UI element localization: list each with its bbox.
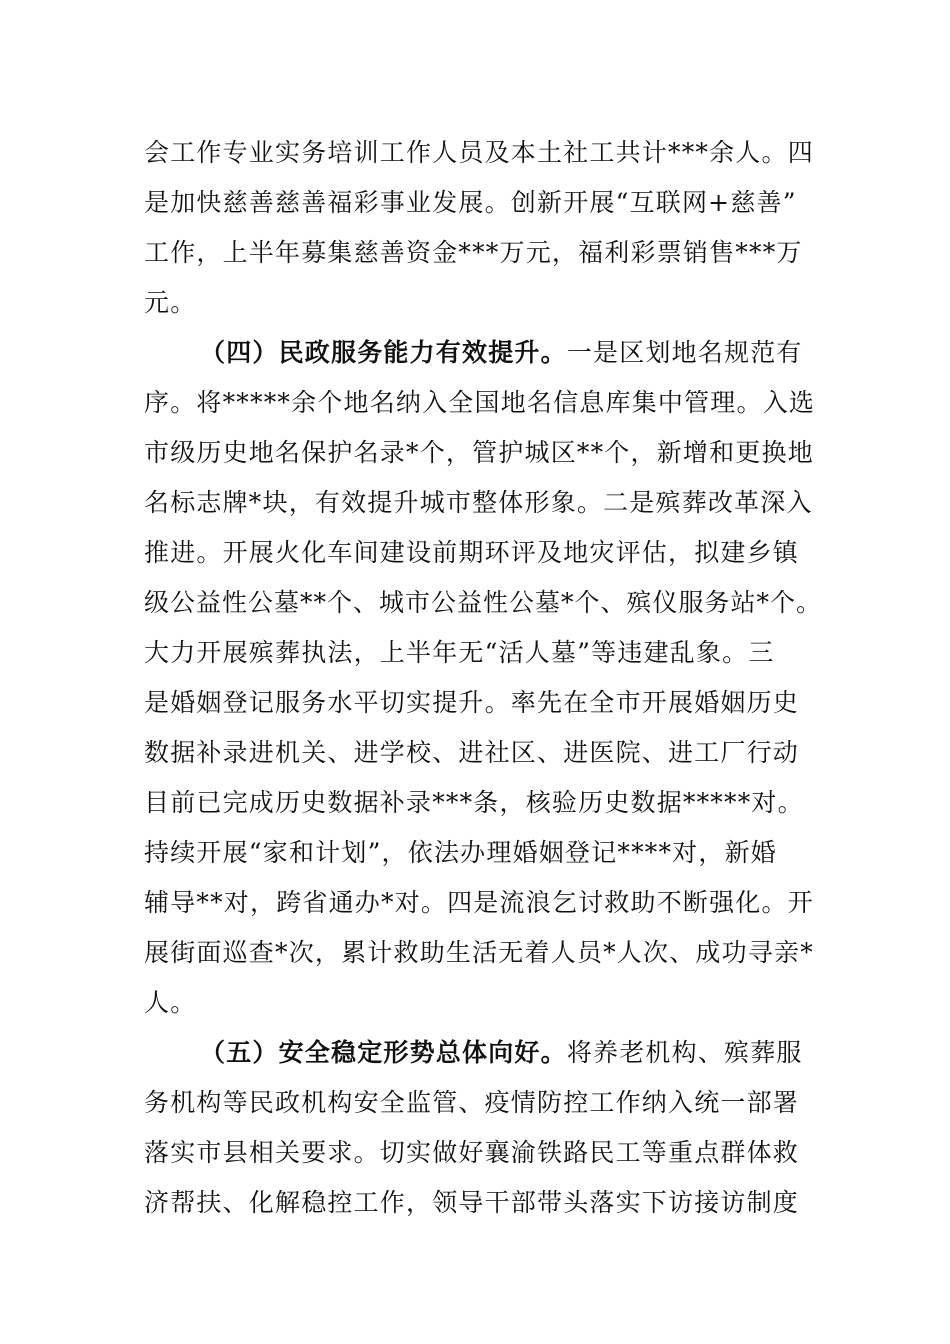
text-line: 是婚姻登记服务水平切实提升。率先在全市开展婚姻历史 [144, 688, 800, 717]
text-line: 辅导**对，跨省通办*对。四是流浪乞讨救助不断强化。开 [144, 888, 814, 917]
section-heading-four: （四）民政服务能力有效提升。 [200, 338, 567, 367]
text-line: 务机构等民政机构安全监管、疫情防控工作纳入统一部署 [144, 1088, 800, 1117]
text-line: 持续开展“家和计划”，依法办理婚姻登记****对，新婚 [144, 838, 777, 867]
text-line: 市级历史地名保护名录*个，管护城区**个，新增和更换地 [144, 438, 814, 467]
text-line: 名标志牌*块，有效提升城市整体形象。二是殡葬改革深入 [144, 488, 813, 517]
text-line: 目前已完成历史数据补录***条，核验历史数据*****对。 [144, 788, 804, 817]
text-line: 展街面巡查*次，累计救助生活无着人员*人次、成功寻亲* [144, 938, 814, 967]
text-line: 元。 [144, 288, 197, 317]
text-line: 数据补录进机关、进学校、进社区、进医院、进工厂行动 [144, 738, 800, 767]
text-line: 济帮扶、化解稳控工作，领导干部带头落实下访接访制度 [144, 1188, 800, 1217]
paragraph-first-line [200, 1037, 825, 1069]
section-heading-five: （五）安全稳定形势总体向好。 [200, 1038, 567, 1067]
text-line: 落实市县相关要求。切实做好襄渝铁路民工等重点群体救 [144, 1138, 800, 1167]
text-line: 是加快慈善慈善福彩事业发展。创新开展“互联网+慈善” [144, 188, 797, 217]
text-span: 将养老机构、殡葬服 [566, 1038, 803, 1067]
text-line: 级公益性公墓**个、城市公益性公墓*个、殡仪服务站*个。 [144, 588, 823, 617]
text-line: 大力开展殡葬执法，上半年无“活人墓”等违建乱象。三 [144, 638, 775, 667]
text-span: 一是区划地名规范有 [566, 338, 803, 367]
paragraph-first-line [200, 337, 825, 369]
text-line: 工作，上半年募集慈善资金***万元，福利彩票销售***万 [144, 238, 803, 267]
text-line: 推进。开展火化车间建设前期环评及地灾评估，拟建乡镇 [144, 538, 800, 567]
text-line: 会工作专业实务培训工作人员及本土社工共计***余人。四 [144, 138, 814, 167]
text-line: 序。将*****余个地名纳入全国地名信息库集中管理。入选 [144, 388, 816, 417]
text-line: 人。 [144, 988, 197, 1017]
